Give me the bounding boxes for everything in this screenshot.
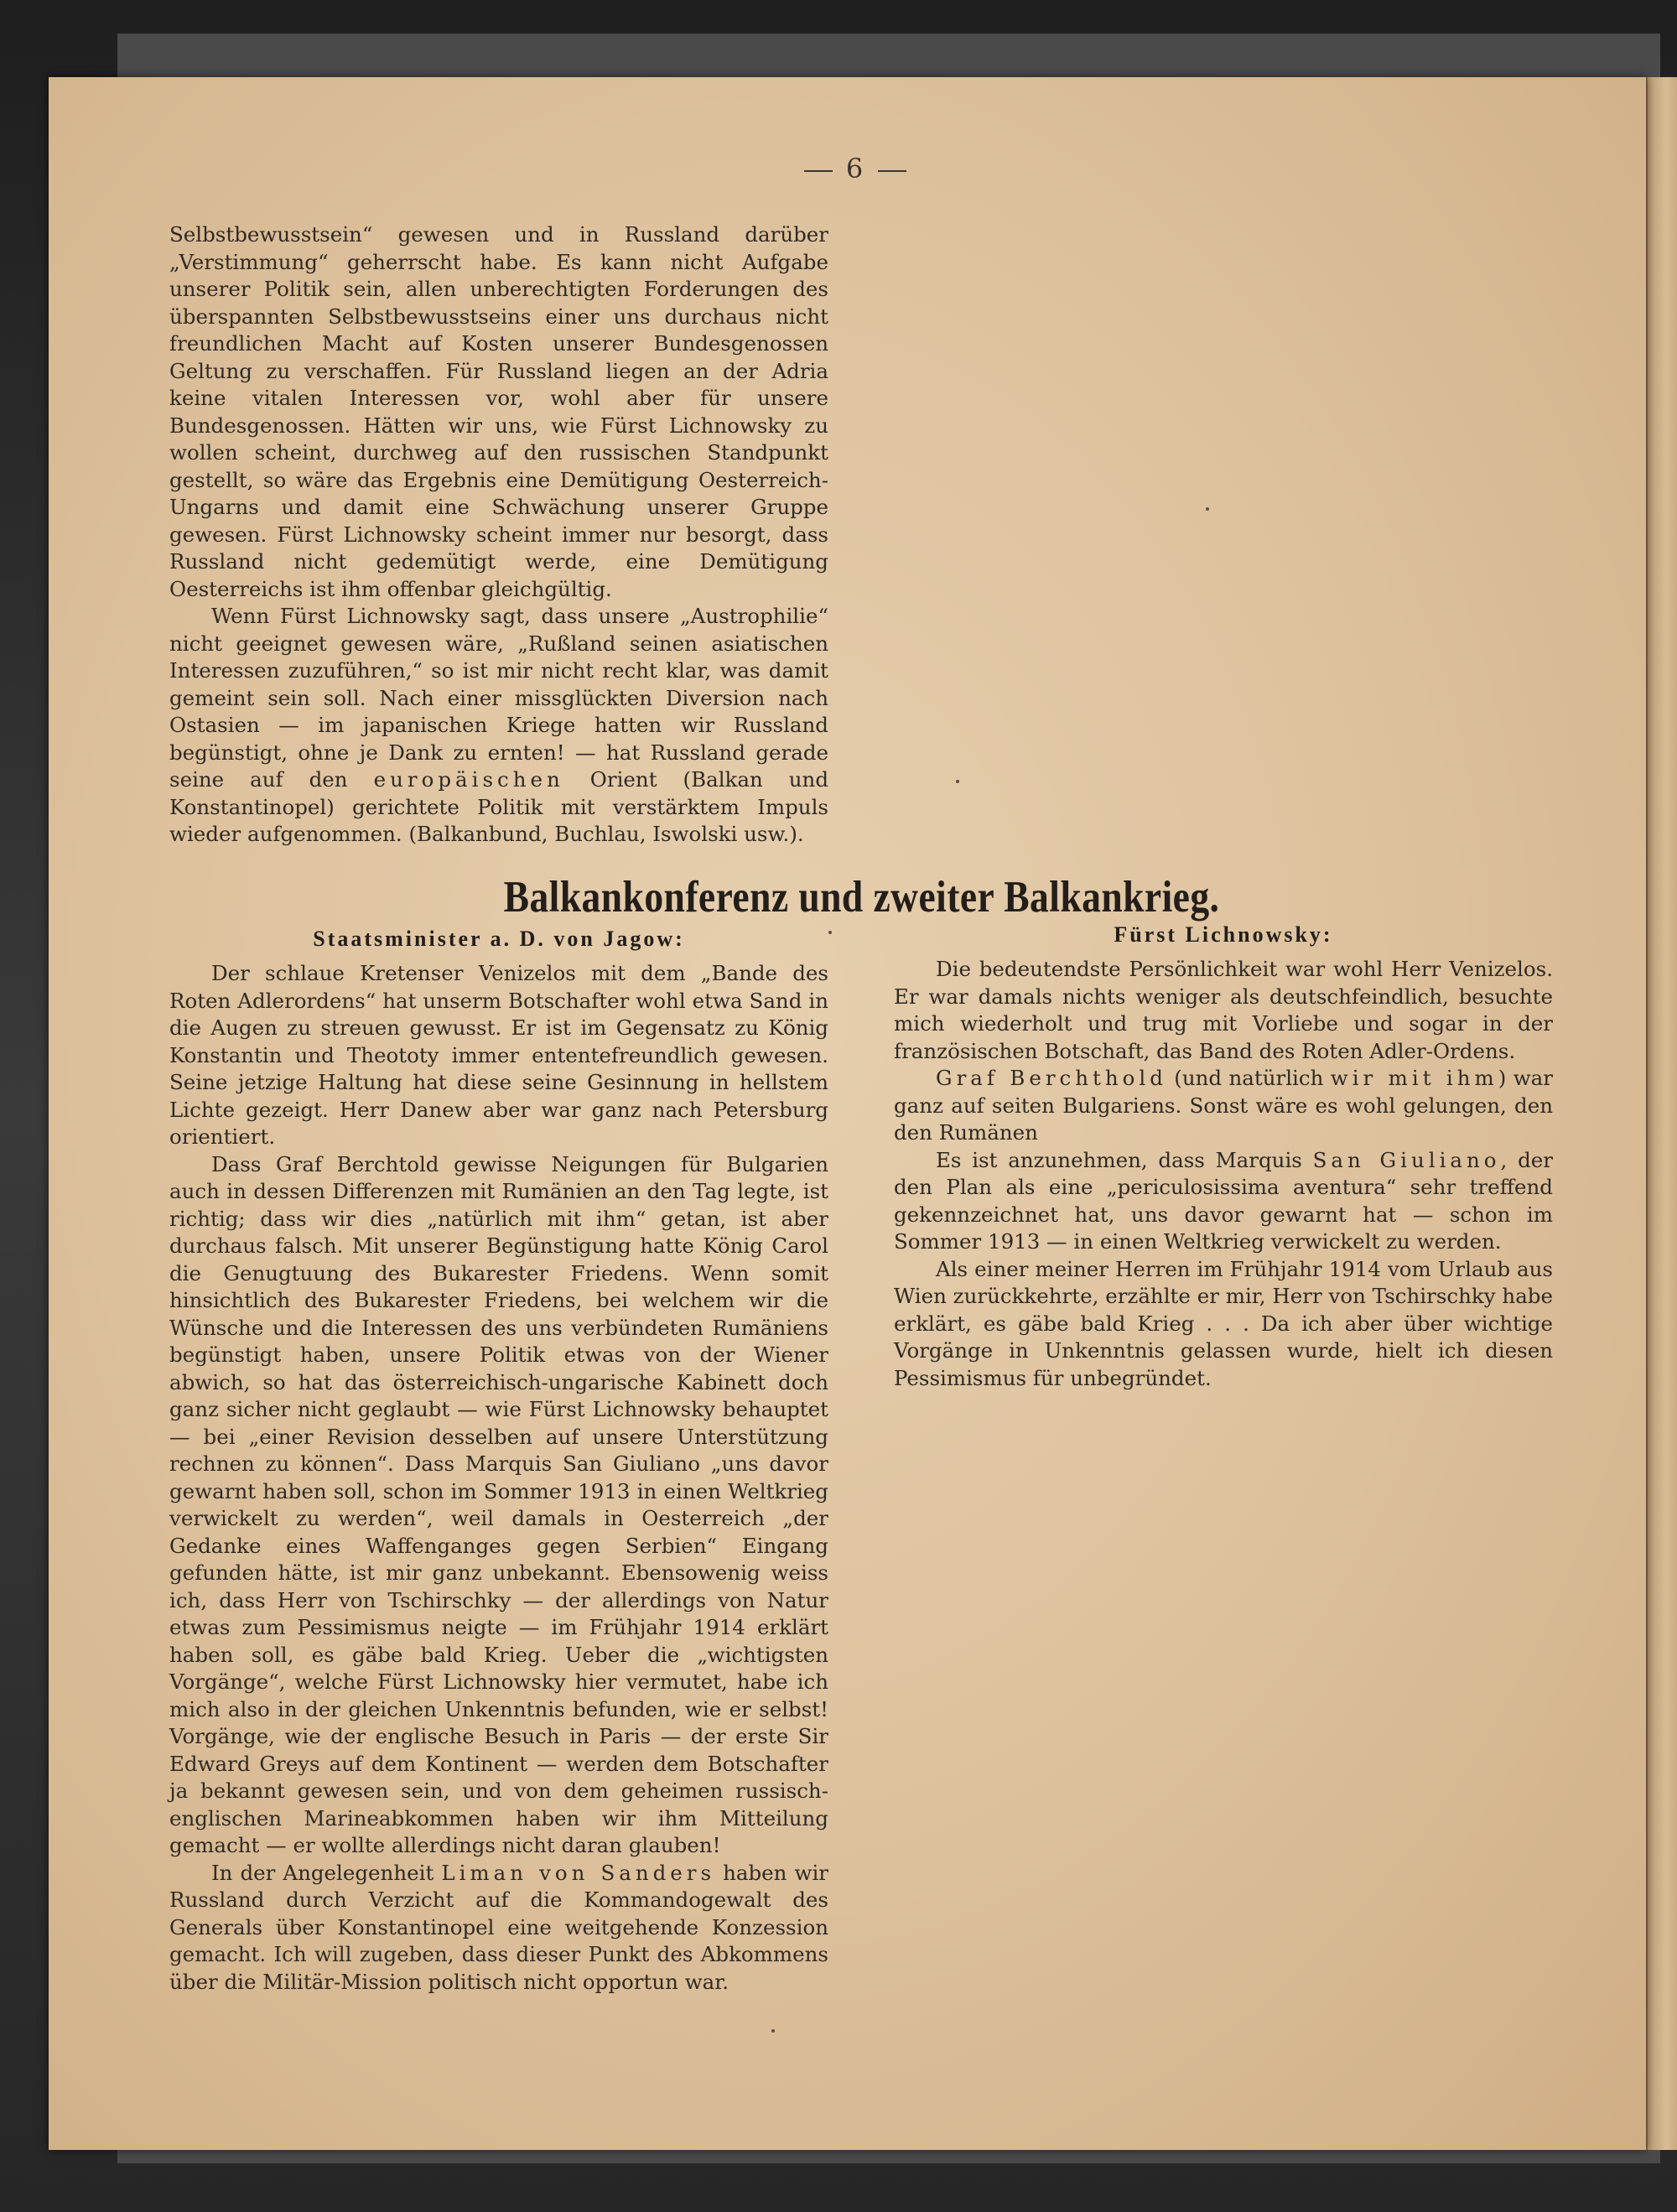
paragraph: Graf Berchthold (und natürlich wir mit ihm) war ganz auf seiten Bulgariens. Sonst wäre es wohl gelungen, den den Rumänen <box>894 1066 1553 1145</box>
spaced-emphasis: San Giuliano <box>1312 1147 1501 1172</box>
spaced-emphasis: Graf Berchthold <box>936 1066 1167 1090</box>
paragraph: Der schlaue Kretenser Venizelos mit dem „Bande des Roten Adlerordens“ hat unserm Botschafter wohl etwa Sand in die Augen zu streuen gewusst. Er ist im Gegensatz zu König Konstantin und Theototy immer ententefreundlich gewesen. Seine jetzige Haltung hat diese seine Gesinnung in hellstem Lichte gezeigt. Herr Danew aber war ganz nach Petersburg orientiert. <box>169 961 828 1149</box>
page-number-dash-right <box>878 170 906 172</box>
paragraph: Die bedeutendste Persönlichkeit war wohl Herr Venizelos. Er war damals nichts weniger als deutschfeindlich, besuchte mich wiederholt und trug mit Vorliebe und sogar in der französischen Botschaft, das Band des Roten Adler-Ordens. <box>894 957 1553 1063</box>
paragraph: Als einer meiner Herren im Frühjahr 1914 vom Urlaub aus Wien zurückkehrte, erzählte er mir, Herr von Tschirschky habe erklärt, es gäbe bald Krieg . . . Da ich aber über wichtige Vorgänge in Unkenntnis gelassen wurde, hielt ich diesen Pessimismus für unbegründet. <box>894 1256 1553 1390</box>
paper-speck <box>1206 507 1209 511</box>
paper-speck <box>828 931 832 934</box>
section-headline: Balkankonferenz und zweiter Balkankrieg. <box>503 873 1220 922</box>
paper-speck <box>956 780 959 783</box>
right-column-bottom <box>894 956 1553 1392</box>
paragraph: Selbstbewusstsein“ gewesen und in Russland darüber „Verstimmung“ geherrscht habe. Es kann nicht Aufgabe unserer Politik sein, allen unberechtigten Forderungen des überspannten Selbstbewusstseins einer uns durchaus nicht freundlichen Macht auf Kosten unserer Bundesgenossen Geltung zu verschaffen. Für Russland liegen an der Adria keine vitalen Interessen vor, wohl aber für unsere Bundesgenossen. Hätten wir uns, wie Fürst Lichnowsky zu wollen scheint, durchweg auf den russischen Standpunkt gestellt, so wäre das Ergebnis eine Demütigung Oesterreich-Ungarns und damit eine Schwächung unserer Gruppe gewesen. Fürst Lichnowsky scheint immer nur besorgt, dass Russland nicht gedemütigt werde, eine Demütigung Oesterreichs ist ihm offenbar gleichgültig. <box>169 222 828 601</box>
adjacent-page-edge <box>1646 77 1677 2150</box>
spaced-emphasis: Liman von Sanders <box>441 1860 716 1885</box>
page-number-dash-left <box>804 170 833 172</box>
page-number <box>788 153 922 184</box>
right-column-heading: Fürst Lichnowsky: <box>1114 922 1333 947</box>
paragraph: In der Angelegenheit Liman von Sanders haben wir Russland durch Verzicht auf die Kommandogewalt des Generals über Konstantinopel eine weitgehende Konzession gemacht. Ich will zugeben, dass dieser Punkt des Abkommens über die Militär-Mission politisch nicht opportun war. <box>169 1860 828 1994</box>
paragraph: Wenn Fürst Lichnowsky sagt, dass unsere „Austrophilie“ nicht geeignet gewesen wäre, „Rußland seinen asiatischen Interessen zuzuführen,“ so ist mir nicht recht klar, was damit gemeint sein soll. Nach einer missglückten Diversion nach Ostasien — im japanischen Kriege hatten wir Russland begünstigt, ohne je Dank zu ernten! — hat Russland gerade seine auf den europäischen Orient (Balkan und Konstantinopel) gerichtete Politik mit verstärktem Impuls wieder aufgenommen. (Balkanbund, Buchlau, Iswolski usw.). <box>169 604 828 846</box>
paragraph: Dass Graf Berchtold gewisse Neigungen für Bulgarien auch in dessen Differenzen mit Rumänien an den Tag legte, ist richtig; dass wir dies „natürlich mit ihm“ getan, ist aber durchaus falsch. Mit unserer Begünstigung hatte König Carol die Genugtuung des Bukarester Friedens. Wenn somit hinsichtlich des Bukarester Friedens, bei welchem wir die Wünsche und die Interessen des uns verbündeten Rumäniens begünstigt haben, unsere Politik etwas von der Wiener abwich, so hat das österreichisch-ungarische Kabinett doch ganz sicher nicht geglaubt — wie Fürst Lichnowsky behauptet — bei „einer Revision desselben auf unsere Unterstützung rechnen zu können“. Dass Marquis San Giuliano „uns davor gewarnt haben soll, schon im Sommer 1913 in einen Weltkrieg verwickelt zu werden“, weil damals in Oesterreich „der Gedanke eines Waffenganges gegen Serbien“ Eingang gefunden hätte, ist mir ganz unbekannt. Ebensowenig weiss ich, dass Herr von Tschirschky — der allerdings von Natur etwas zum Pessimismus neigte — im Frühjahr 1914 erklärt haben soll, es gäbe bald Krieg. Ueber die „wichtigsten Vorgänge“, welche Fürst Lichnowsky hier vermutet, habe ich mich also in der gleichen Unkenntnis befunden, wie er selbst! Vorgänge, wie der englische Besuch in Paris — der erste Sir Edward Greys auf dem Kontinent — werden dem Botschafter ja bekannt gewesen sein, und von dem geheimen russisch-englischen Marineabkommen haben wir ihm Mitteilung gemacht — er wollte allerdings nicht daran glauben! <box>169 1151 828 1857</box>
paper-speck <box>771 2029 775 2033</box>
left-column-top <box>169 221 828 849</box>
spaced-emphasis: wir mit ihm <box>1330 1066 1498 1090</box>
left-column-heading: Staatsminister a. D. von Jagow: <box>313 927 685 951</box>
paragraph: Es ist anzunehmen, dass Marquis San Giuliano, der den Plan als eine „periculosissima aventura“ sehr treffend gekennzeichnet hat, uns davor gewarnt hat — schon im Sommer 1913 — in einen Weltkrieg verwickelt zu werden. <box>894 1147 1553 1254</box>
page-number-value: 6 <box>845 153 865 184</box>
left-column-bottom <box>169 960 828 1996</box>
spaced-emphasis: europäischen <box>373 767 564 792</box>
